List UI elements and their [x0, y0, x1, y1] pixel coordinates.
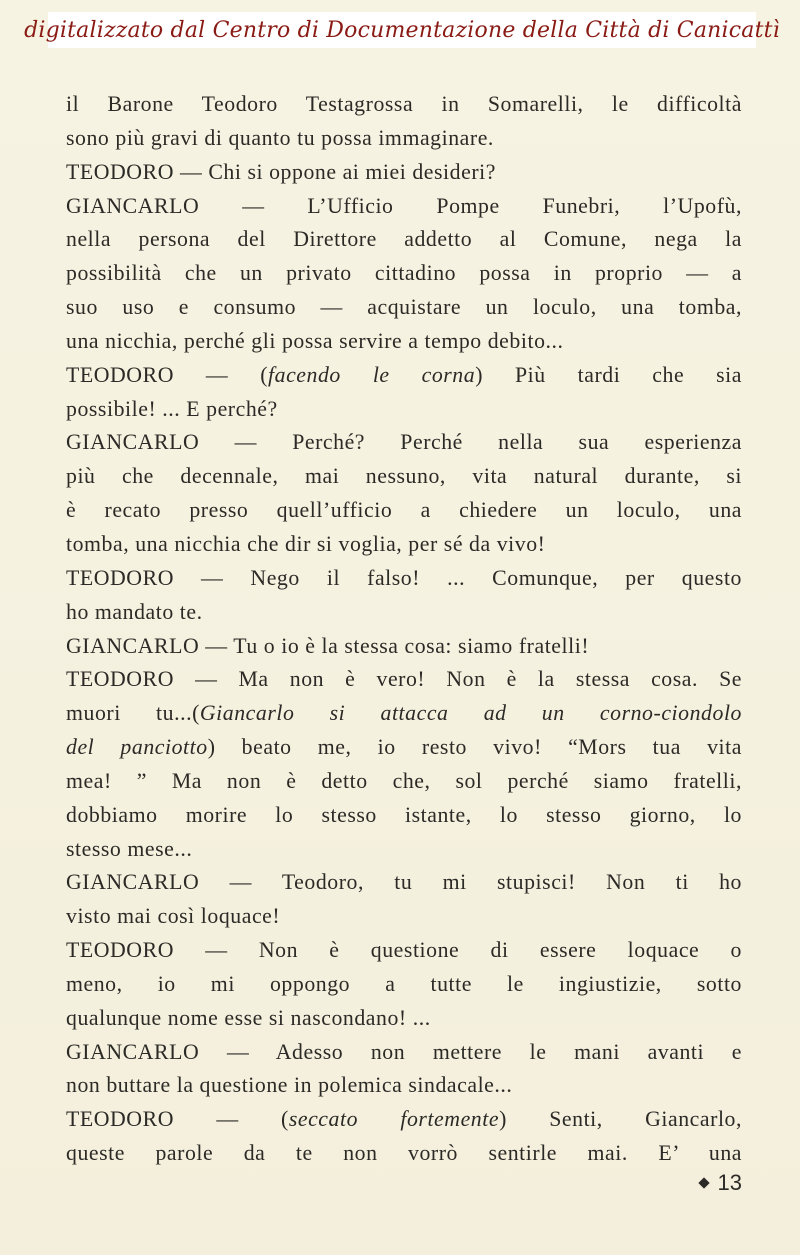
text-segment: ) Senti, Giancarlo,	[499, 1107, 742, 1132]
text-line	[66, 359, 742, 393]
text-segment: possibile! ... E perché?	[66, 396, 278, 421]
text-segment: più che decennale, mai nessuno, vita natural durante, si	[66, 464, 742, 489]
text-segment: nella persona del Direttore addetto al Comune, nega la	[66, 227, 742, 252]
text-line	[66, 562, 742, 596]
text-line	[66, 393, 742, 427]
text-line	[66, 596, 742, 630]
text-segment: GIANCARLO — L’Ufficio Pompe Funebri, l’Upofù,	[66, 193, 742, 218]
text-line	[66, 731, 742, 765]
body-text	[66, 88, 742, 1171]
stage-direction: facendo le corna	[268, 362, 476, 387]
text-segment: sono più gravi di quanto tu possa immaginare.	[66, 125, 494, 150]
digitization-banner	[24, 12, 780, 48]
page-number: 13	[717, 1170, 742, 1195]
text-segment: non buttare la questione in polemica sindacale...	[66, 1073, 513, 1098]
text-segment: ) Più tardi che sia	[475, 362, 742, 387]
text-segment: GIANCARLO — Adesso non mettere le mani avanti e	[66, 1039, 742, 1064]
text-line	[66, 122, 742, 156]
text-segment: tomba, una nicchia che dir si voglia, per sé da vivo!	[66, 531, 546, 556]
text-segment: mea! ” Ma non è detto che, sol perché siamo fratelli,	[66, 768, 742, 793]
text-segment: GIANCARLO — Teodoro, tu mi stupisci! Non ti ho	[66, 870, 742, 895]
text-line	[66, 190, 742, 224]
text-segment: queste parole da te non vorrò sentirle mai. E’ una	[66, 1141, 742, 1166]
text-line	[66, 630, 742, 664]
text-line	[66, 934, 742, 968]
page-footer	[700, 1168, 742, 1198]
text-line	[66, 765, 742, 799]
text-line	[66, 223, 742, 257]
text-segment: meno, io mi oppongo a tutte le ingiustizie, sotto	[66, 971, 742, 996]
text-segment: TEODORO — Ma non è vero! Non è la stessa cosa. Se	[66, 667, 742, 692]
text-line	[66, 968, 742, 1002]
text-line	[66, 799, 742, 833]
banner-text: digitalizzato dal Centro di Documentazione della Città di Canicattì	[24, 17, 780, 43]
text-line	[66, 900, 742, 934]
text-segment: TEODORO — Nego il falso! ... Comunque, per questo	[66, 565, 742, 590]
stage-direction: Giancarlo si attacca ad un corno-ciondolo	[199, 701, 742, 726]
stage-direction: del panciotto	[66, 735, 208, 760]
text-line	[66, 663, 742, 697]
text-segment: visto mai così loquace!	[66, 904, 281, 929]
text-segment: stesso mese...	[66, 836, 193, 861]
text-segment: una nicchia, perché gli possa servire a tempo debito...	[66, 328, 564, 353]
text-segment: GIANCARLO — Tu o io è la stessa cosa: siamo fratelli!	[66, 633, 590, 658]
text-segment: il Barone Teodoro Testagrossa in Somarelli, le difficoltà	[66, 92, 742, 116]
text-line	[66, 460, 742, 494]
text-line	[66, 528, 742, 562]
text-segment: TEODORO — Non è questione di essere loquace o	[66, 938, 742, 963]
text-line	[66, 426, 742, 460]
text-line	[66, 1036, 742, 1070]
text-line	[66, 697, 742, 731]
text-line	[66, 1002, 742, 1036]
text-segment: TEODORO — (	[66, 362, 269, 387]
text-segment: TEODORO — Chi si oppone ai miei desideri?	[66, 159, 496, 184]
text-line	[66, 257, 742, 291]
text-segment: muori tu...(	[66, 701, 200, 726]
text-segment: possibilità che un privato cittadino possa in proprio — a	[66, 261, 742, 286]
text-segment: TEODORO — (	[66, 1107, 289, 1132]
text-line	[66, 866, 742, 900]
text-line	[66, 1137, 742, 1171]
text-segment: è recato presso quell’ufficio a chiedere un loculo, una	[66, 498, 742, 523]
text-line	[66, 291, 742, 325]
text-line	[66, 1103, 742, 1137]
text-line	[66, 1069, 742, 1103]
text-segment: suo uso e consumo — acquistare un loculo, una tomba,	[66, 295, 742, 320]
text-segment: ) beato me, io resto vivo! “Mors tua vita	[207, 735, 742, 760]
diamond-icon	[698, 1177, 709, 1188]
text-segment: GIANCARLO — Perché? Perché nella sua esperienza	[66, 430, 742, 455]
text-line	[66, 156, 742, 190]
text-segment: qualunque nome esse si nascondano! ...	[66, 1005, 431, 1030]
stage-direction: seccato fortemente	[288, 1107, 500, 1132]
text-line	[66, 833, 742, 867]
text-line	[66, 325, 742, 359]
text-segment: ho mandato te.	[66, 599, 203, 624]
text-line	[66, 494, 742, 528]
text-segment: dobbiamo morire lo stesso istante, lo stesso giorno, lo	[66, 802, 742, 827]
text-line	[66, 88, 742, 122]
